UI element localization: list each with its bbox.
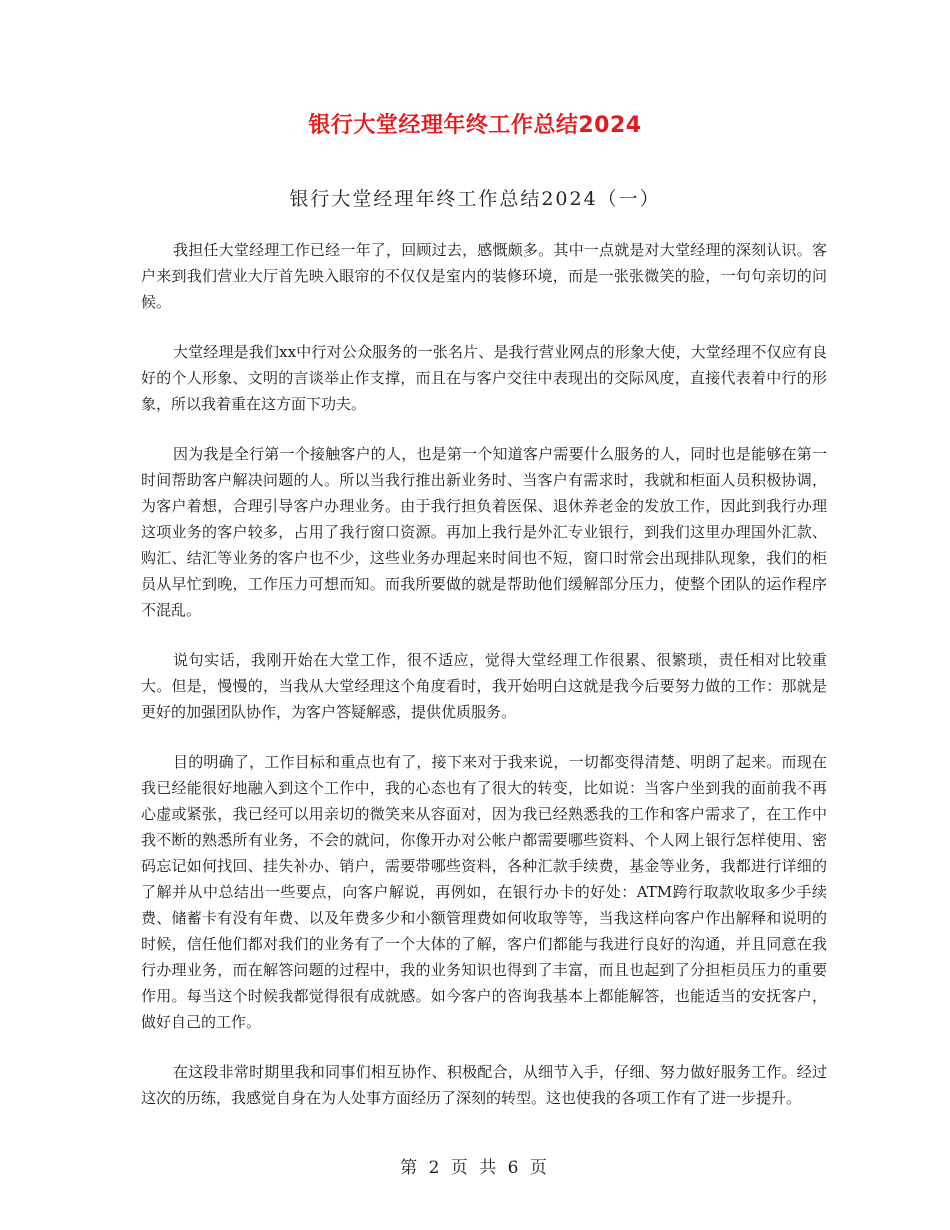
paragraph-2: 大堂经理是我们xx中行对公众服务的一张名片、是我行营业网点的形象大使，大堂经理不仅应有良好的个人形象、文明的言谈举止作支撑，而且在与客户交往中表现出的交际风度，直接代表着中行的形象，所以我着重在这方面下功夫。: [141, 343, 827, 413]
section-subtitle: 银行大堂经理年终工作总结2024（一）: [289, 188, 661, 210]
page-title: 银行大堂经理年终工作总结2024: [308, 113, 642, 138]
paragraph-5: 目的明确了，工作目标和重点也有了，接下来对于我来说，一切都变得清楚、明朗了起来。而现在我已经能很好地融入到这个工作中，我的心态也有了很大的转变，比如说：当客户坐到我的面前我不再心虚或紧张，我已经可以用亲切的微笑来从容面对，因为我已经熟悉我的工作和客户需求了，在工作中我不断的熟悉所有业务，不会的就问，你像开办对公帐户都需要哪些资料、个人网上银行怎样使用、密码忘记如何找回、挂失补办、销户，需要带哪些资料，各种汇款手续费，基金等业务，我都进行详细的了解并从中总结出一些要点，向客户解说，再例如，在银行办卡的好处：ATM跨行取款收取多少手续费、储蓄卡有没有年费、以及年费多少和小额管理费如何收取等等，当我这样向客户作出解释和说明的时候，信任他们都对我们的业务有了一个大体的了解，客户们都能与我进行良好的沟通，并且同意在我行办理业务，而在解答问题的过程中，我的业务知识也得到了丰富，而且也起到了分担柜员压力的重要作用。每当这个时候我都觉得很有成就感。如今客户的咨询我基本上都能解答，也能适当的安抚客户，做好自己的工作。: [141, 753, 827, 1031]
paragraph-6: 在这段非常时期里我和同事们相互协作、积极配合，从细节入手，仔细、努力做好服务工作。经过这次的历练，我感觉自身在为人处事方面经历了深刻的转型。这也使我的各项工作有了进一步提升。: [141, 1063, 827, 1107]
body-text: [141, 237, 827, 1135]
paragraph-3: 因为我是全行第一个接触客户的人，也是第一个知道客户需要什么服务的人，同时也是能够在第一时间帮助客户解决问题的人。所以当我行推出新业务时、当客户有需求时，我就和柜面人员积极协调，为客户着想，合理引导客户办理业务。由于我行担负着医保、退休养老金的发放工作，因此到我行办理这项业务的客户较多，占用了我行窗口资源。再加上我行是外汇专业银行，到我们这里办理国外汇款、购汇、结汇等业务的客户也不少，这些业务办理起来时间也不短，窗口时常会出现排队现象，我们的柜员从早忙到晚，工作压力可想而知。而我所要做的就是帮助他们缓解部分压力，使整个团队的运作程序不混乱。: [141, 445, 827, 619]
paragraph-1: 我担任大堂经理工作已经一年了，回顾过去，感慨颇多。其中一点就是对大堂经理的深刻认识。客户来到我们营业大厅首先映入眼帘的不仅仅是室内的装修环境，而是一张张微笑的脸，一句句亲切的问候。: [141, 241, 827, 311]
page-number-footer: 第 2 页 共 6 页: [400, 1158, 550, 1178]
paragraph-4: 说句实话，我刚开始在大堂工作，很不适应，觉得大堂经理工作很累、很繁琐，责任相对比较重大。但是，慢慢的，当我从大堂经理这个角度看时，我开始明白这就是我今后要努力做的工作：那就是更好的加强团队协作，为客户答疑解惑，提供优质服务。: [141, 651, 827, 721]
